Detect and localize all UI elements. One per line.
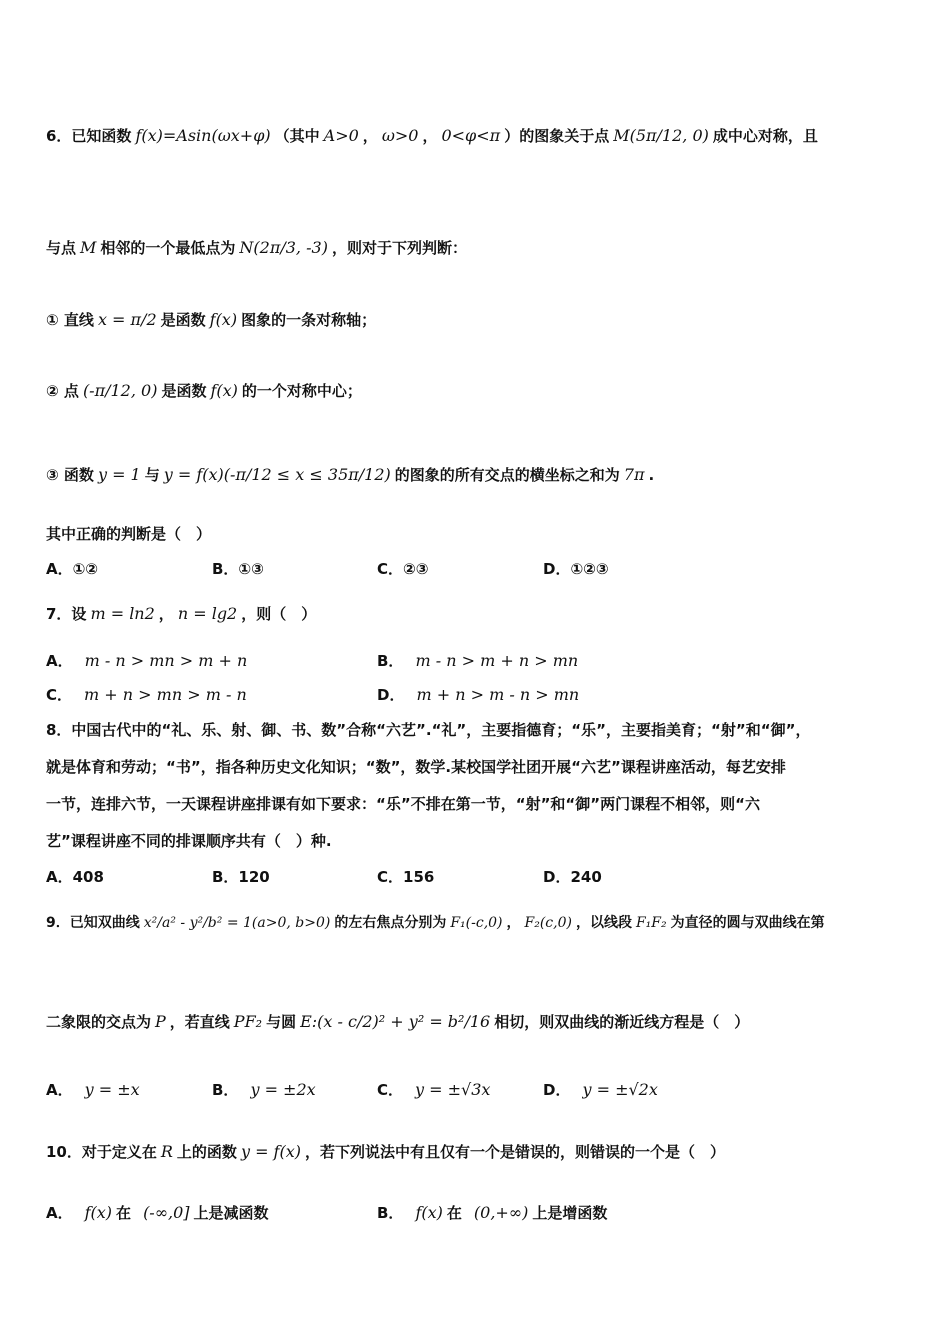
q8-line-3: 一节，连排六节，一天课程讲座排课有如下要求：“乐”不排在第一节，“射”和“御”两门课程不相邻，则“六 [46, 795, 761, 813]
q6-line2: 与点 M 相邻的一个最低点为 N(2π/3, -3) ，则对于下列判断： [46, 238, 467, 257]
q8-option-a[interactable]: A．408 [46, 868, 104, 886]
q9-option-b[interactable]: B． y = ±2x [212, 1080, 316, 1099]
q6-statement-2: ② 点 (-π/12, 0) 是函数 f(x) 的一个对称中心； [46, 381, 362, 400]
q8-line-2: 就是体育和劳动；“书”，指各种历史文化知识；“数”，数学.某校国学社团开展“六艺”课程讲座活动，每艺安排 [46, 758, 786, 776]
q10-option-b[interactable]: B． f(x) 在 (0,+∞) 上是增函数 [377, 1203, 608, 1222]
q9-line2: 二象限的交点为 P ，若直线 PF₂ 与圆 E:(x - c/2)² + y² = b²/16 相切，则双曲线的渐近线方程是（ ） [46, 1012, 750, 1031]
q6-option-b[interactable]: B．①③ [212, 560, 264, 578]
q6-line1: 6．已知函数 f(x)=Asin(ωx+φ) （其中 A>0 ， ω>0 ， 0<φ<π ）的图象关于点 M(5π/12, 0) 成中心对称，且 [46, 126, 818, 145]
q8-option-b[interactable]: B．120 [212, 868, 270, 886]
q7-option-c[interactable]: C． m + n > mn > m - n [46, 685, 247, 704]
q7-stem: 7．设 m = ln2 ， n = lg2 ，则（ ） [46, 604, 317, 623]
q9-option-a[interactable]: A． y = ±x [46, 1080, 140, 1099]
q8-line-4: 艺”课程讲座不同的排课顺序共有（ ）种. [46, 832, 332, 850]
q6-option-d[interactable]: D．①②③ [543, 560, 609, 578]
q9-line1: 9．已知双曲线 x²/a² - y²/b² = 1(a>0, b>0) 的左右焦点分别为 F₁(-c,0) ， F₂(c,0) ，以线段 F₁F₂ 为直径的圆与双曲线在第 [46, 915, 825, 931]
q6-statement-3: ③ 函数 y = 1 与 y = f(x)(-π/12 ≤ x ≤ 35π/12) 的图象的所有交点的横坐标之和为 7π . [46, 465, 655, 484]
q6-point-n: N(2π/3, -3) [239, 238, 328, 257]
q6-option-c[interactable]: C．②③ [377, 560, 429, 578]
q7-option-a[interactable]: A． m - n > mn > m + n [46, 651, 248, 670]
q8-line-1: 8．中国古代中的“礼、乐、射、御、书、数”合称“六艺”.“礼”，主要指德育；“乐”，主要指美育；“射”和“御”， [46, 721, 811, 739]
q8-option-c[interactable]: C．156 [377, 868, 435, 886]
q7-option-d[interactable]: D． m + n > m - n > mn [377, 685, 580, 704]
q7-option-b[interactable]: B． m - n > m + n > mn [377, 651, 579, 670]
q10-stem: 10．对于定义在 R 上的函数 y = f(x) ，若下列说法中有且仅有一个是错误的，则错误的一个是（ ） [46, 1142, 725, 1161]
q6-ask: 其中正确的判断是（ ） [46, 525, 212, 543]
q6-function: f(x)=Asin(ωx+φ) [135, 126, 271, 145]
q9-option-d[interactable]: D． y = ±√2x [543, 1080, 658, 1099]
q6-point-m: M(5π/12, 0) [613, 126, 709, 145]
q6-statement-1: ① 直线 x = π/2 是函数 f(x) 图象的一条对称轴； [46, 310, 377, 329]
q9-circle-equation: E:(x - c/2)² + y² = b²/16 [300, 1012, 491, 1031]
q9-option-c[interactable]: C． y = ±√3x [377, 1080, 491, 1099]
q8-option-d[interactable]: D．240 [543, 868, 602, 886]
q6-option-a[interactable]: A．①② [46, 560, 99, 578]
q10-option-a[interactable]: A． f(x) 在 (-∞,0] 上是减函数 [46, 1203, 269, 1222]
